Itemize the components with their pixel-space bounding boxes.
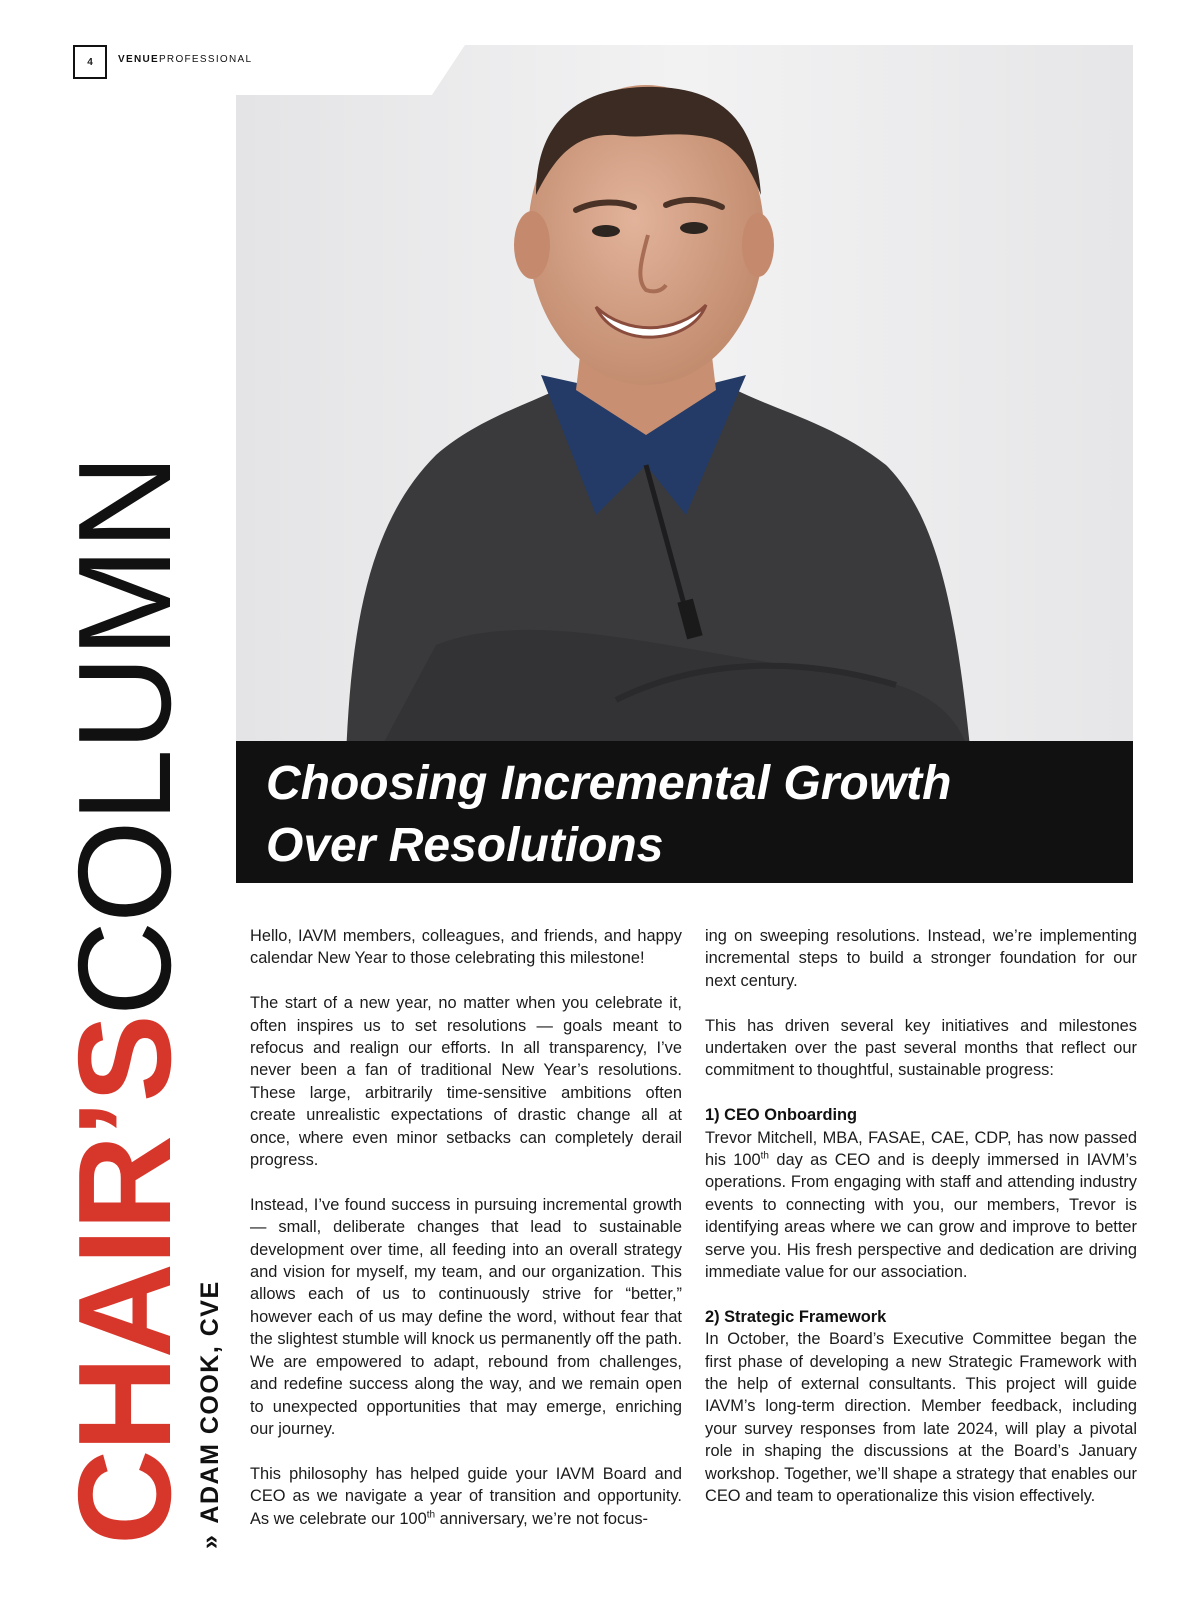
masthead [118, 54, 252, 65]
author-name: ADAM COOK, CVE [196, 1280, 224, 1524]
article-column-left [250, 925, 682, 1530]
paragraph: This has driven several key initiatives and milestones undertaken over the past several months that reflect our commitment to thoughtful, sustainable progress: [705, 1016, 1137, 1080]
paragraph-text: Trevor Mitchell, MBA, FASAE, CAE, CDP, has now passed his 100 [705, 1128, 1137, 1170]
headline-line-2: Over Resolutions [266, 819, 664, 872]
page-number: 4 [73, 45, 107, 79]
paragraph: In October, the Board’s Executive Committee began the first phase of developing a new Strategic Framework with the help of external consultants. This project will guide IAVM’s long-term direction. Member feedback, including your survey responses from late 2024, will play a pivotal role in shaping the discussions at the Board’s January workshop. Together, we’ll shape a strategy that enables our CEO and team to operationalize this vision effectively. [705, 1330, 1137, 1506]
portrait-illustration [236, 45, 1133, 757]
subheading-ceo-onboarding: 1) CEO Onboarding [705, 1106, 858, 1125]
superscript: th [760, 1150, 769, 1162]
author-portrait-photo [236, 45, 1133, 757]
paragraph: ing on sweeping resolutions. Instead, we’re implementing incremental steps to build a stronger foundation for our next century. [705, 927, 1137, 990]
headline-line-1: Choosing Incremental Growth [266, 757, 952, 810]
section-title-column: COLUMN [51, 456, 198, 1017]
paragraph: Hello, IAVM members, colleagues, and friends, and happy calendar New Year to those celebrating this milestone! [250, 927, 682, 968]
section-title-chairs: CHAIR’S [51, 1016, 198, 1545]
masthead-subbrand: PROFESSIONAL [158, 54, 253, 65]
article-column-right [705, 925, 1137, 1508]
superscript: th [426, 1509, 436, 1521]
paragraph-text: day as CEO and is deeply immersed in IAVM’s operations. From engaging with staff and attending industry events to connecting with you, our members, Trevor is identifying areas where we can grow and improve to better serve you. His fresh perspective and dedication are driving immediate value for our association. [705, 1151, 1137, 1282]
paragraph [250, 1463, 682, 1530]
headline-banner [236, 741, 1133, 883]
chevron-right-icon: » [196, 1533, 224, 1549]
subheading-strategic-framework: 2) Strategic Framework [705, 1307, 887, 1326]
author-byline-vertical [196, 1280, 225, 1549]
paragraph-text: This philosophy has helped guide your IAVM Board and CEO as we navigate a year of transition and opportunity. As we celebrate our 100 [250, 1464, 682, 1528]
masthead-brand: VENUE [118, 54, 159, 65]
paragraph [705, 1127, 1137, 1284]
paragraph: Instead, I’ve found success in pursuing incremental growth — small, deliberate changes that lead to sustainable development over time, all feeding into an overall strategy and vision for myself, my team, and our organization. This allows each of us to continuously strive for “better,” however each of us may define the word, without fear that the slightest stumble will knock us permanently off the path. We are empowered to adapt, rebound from challenges, and redefine success along the way, and we remain open to unexpected opportunities that may emerge, enriching our journey. [250, 1195, 682, 1438]
article-headline [266, 753, 1103, 877]
paragraph-text: anniversary, we’re not focus- [435, 1509, 648, 1528]
paragraph: The start of a new year, no matter when you celebrate it, often inspires us to set resolutions — goals meant to refocus and realign our efforts. In all transparency, I’ve never been a fan of traditional New Year’s resolutions. These large, arbitrarily time-sensitive ambitions often create unrealistic expectations of drastic change all at once, where even minor setbacks can completely derail progress. [250, 994, 682, 1170]
section-title-vertical [51, 456, 198, 1545]
